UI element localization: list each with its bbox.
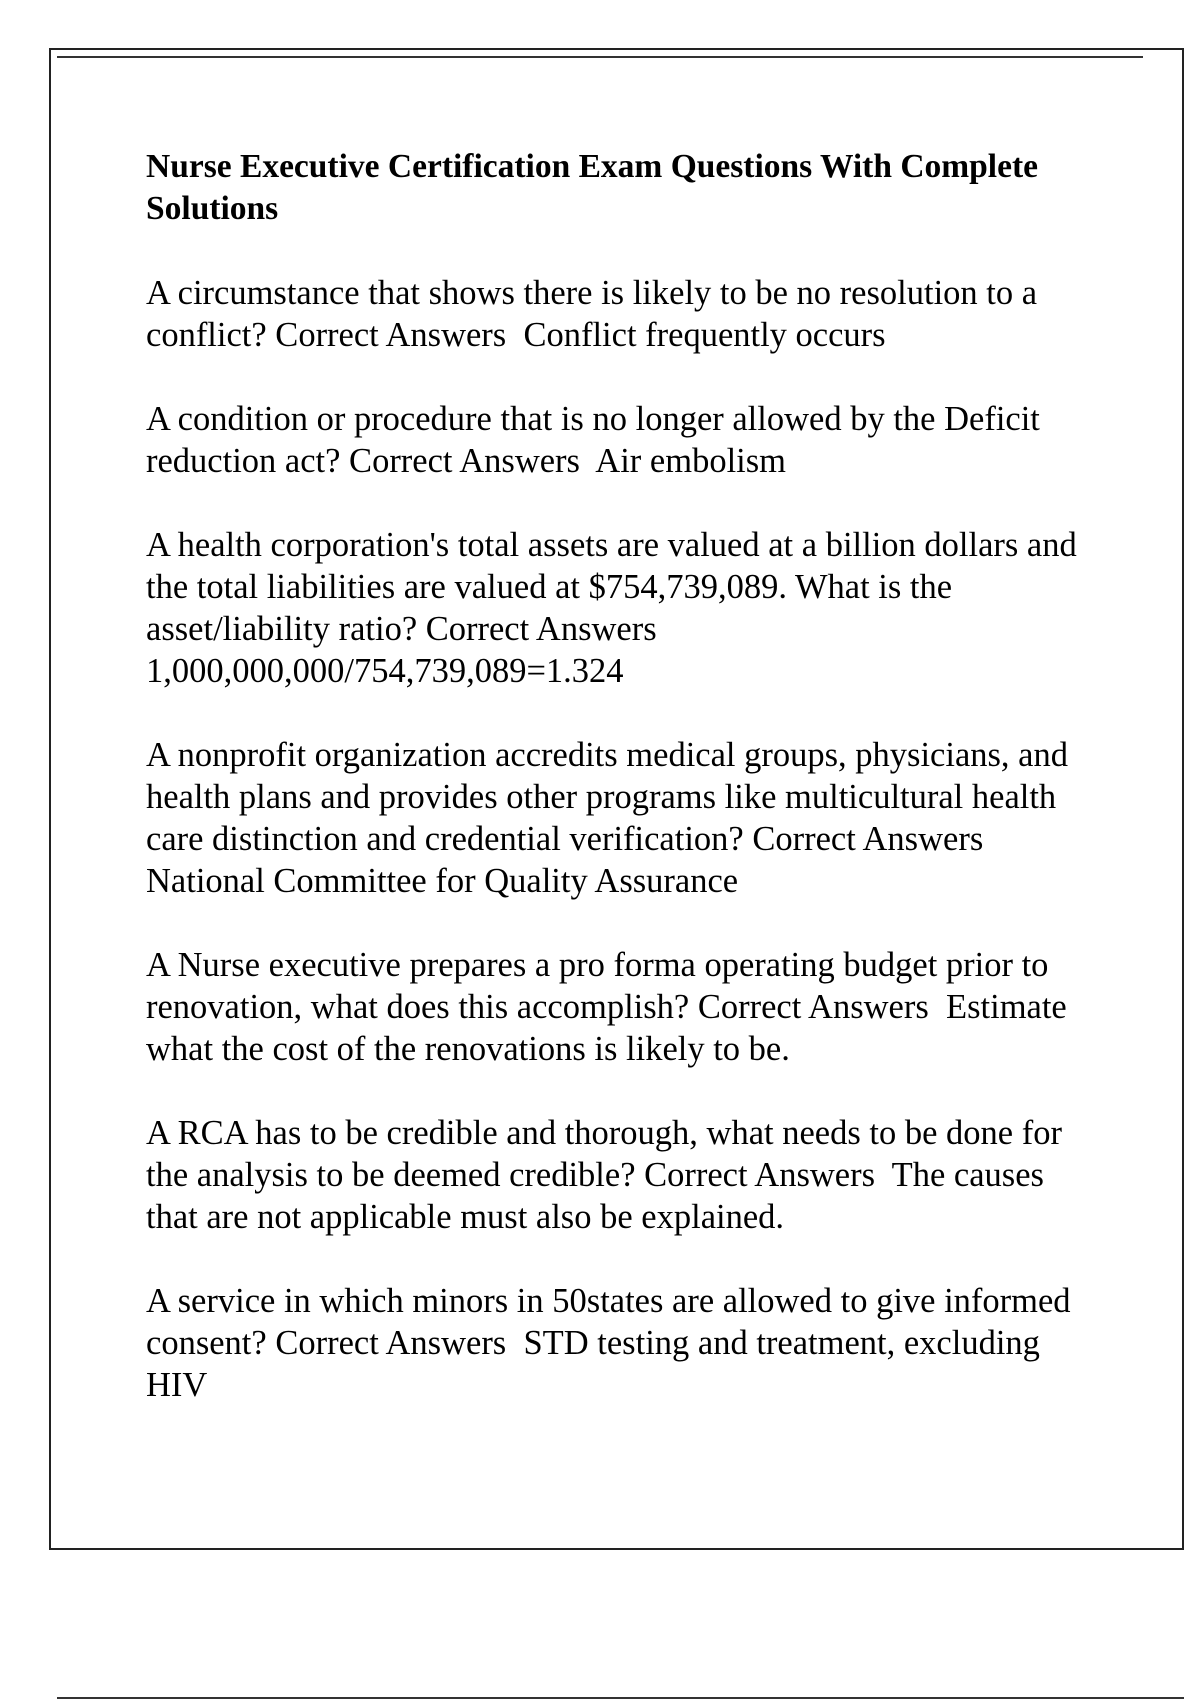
document-title: Nurse Executive Certification Exam Questions With Complete Solutions (146, 148, 1039, 227)
qa-item-6: A RCA has to be credible and thorough, what needs to be done for the analysis to be deemed credible? Correct Answers The causes that are not applicable must also be explained. (146, 1114, 1071, 1236)
qa-item-7: A service in which minors in 50states are allowed to give informed consent? Correct Answers STD testing and treatment, excluding HIV (146, 1282, 1080, 1404)
qa-item-2: A condition or procedure that is no longer allowed by the Deficit reduction act? Correct Answers Air embolism (146, 400, 1049, 480)
qa-item-4: A nonprofit organization accredits medical groups, physicians, and health plans and provides other programs like multicultural health care distinction and credential verification? Correct Answers National Committee for Quality Assurance (146, 736, 1077, 900)
qa-item-1: A circumstance that shows there is likely to be no resolution to a conflict? Correct Answers Conflict frequently occurs (146, 274, 1046, 354)
document-body (146, 146, 1096, 1448)
footer-rule (57, 1697, 1184, 1699)
qa-item-3: A health corporation's total assets are valued at a billion dollars and the total liabilities are valued at $754,739,089. What is the asset/liability ratio? Correct Answers 1,000,000,000/754,739,089=1.324 (146, 526, 1086, 690)
header-rule (57, 56, 1143, 58)
qa-item-5: A Nurse executive prepares a pro forma operating budget prior to renovation, what does this accomplish? Correct Answers Estimate what the cost of the renovations is likely to be. (146, 946, 1076, 1068)
